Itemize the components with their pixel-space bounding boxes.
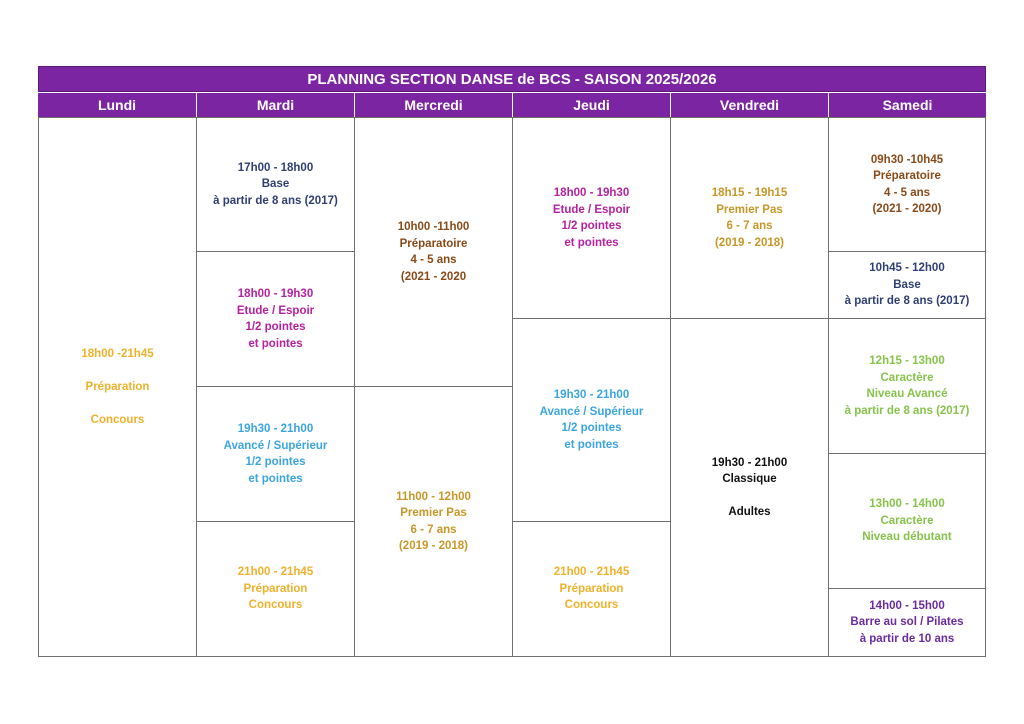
class-name: Avancé / Supérieur bbox=[223, 439, 328, 452]
class-time: 09h30 -10h45 bbox=[870, 153, 944, 166]
class-time: 18h00 -21h45 bbox=[81, 347, 154, 360]
class-block bbox=[196, 251, 355, 387]
class-time: 18h00 - 19h30 bbox=[237, 288, 314, 300]
class-detail: à partir de 8 ans (2017) bbox=[844, 295, 970, 308]
day-header-jeudi: Jeudi bbox=[512, 93, 670, 117]
class-block bbox=[828, 251, 986, 319]
class-block bbox=[828, 318, 986, 454]
class-detail: à partir de 8 ans (2017) bbox=[844, 404, 970, 417]
class-name: Préparation bbox=[243, 582, 308, 595]
class-detail: Niveau débutant bbox=[862, 531, 952, 544]
class-detail: 6 - 7 ans bbox=[726, 220, 773, 232]
day-header-lundi: Lundi bbox=[38, 93, 196, 117]
class-time: 21h00 - 21h45 bbox=[237, 566, 314, 579]
class-detail: 4 - 5 ans bbox=[883, 186, 931, 199]
class-time: 19h30 - 21h00 bbox=[711, 456, 788, 469]
class-detail: (2019 - 2018) bbox=[398, 540, 469, 552]
class-block bbox=[828, 117, 986, 252]
class-time: 11h00 - 12h00 bbox=[396, 490, 471, 503]
day-header-mardi: Mardi bbox=[196, 93, 354, 117]
class-name: Avancé / Supérieur bbox=[539, 405, 644, 418]
class-time: 12h15 - 13h00 bbox=[869, 355, 945, 367]
class-name: Base bbox=[893, 278, 921, 291]
class-detail: 1/2 pointes bbox=[245, 321, 306, 333]
class-time: 19h30 - 21h00 bbox=[553, 389, 630, 401]
class-block bbox=[196, 117, 355, 252]
class-detail: (2021 - 2020) bbox=[872, 203, 942, 215]
class-time: 18h15 - 19h15 bbox=[711, 187, 788, 199]
class-name: Etude / Espoir bbox=[236, 304, 315, 317]
class-name: Premier Pas bbox=[400, 507, 467, 519]
class-block bbox=[512, 117, 671, 319]
class-time: 17h00 - 18h00 bbox=[237, 161, 314, 174]
class-block bbox=[354, 117, 513, 387]
class-block bbox=[828, 588, 986, 657]
class-detail: 4 - 5 ans bbox=[410, 254, 457, 266]
class-block bbox=[38, 117, 197, 657]
class-detail: et pointes bbox=[248, 472, 303, 485]
class-name: Barre au sol / Pilates bbox=[850, 616, 964, 629]
class-detail: (2021 - 2020 bbox=[400, 270, 467, 283]
class-name: Préparatoire bbox=[399, 237, 468, 250]
class-block bbox=[512, 318, 671, 522]
class-block bbox=[196, 386, 355, 522]
planning-table bbox=[38, 66, 986, 657]
class-name: Caractère bbox=[880, 514, 934, 527]
class-detail: 1/2 pointes bbox=[245, 456, 306, 468]
class-detail: 1/2 pointes bbox=[561, 422, 622, 434]
class-block bbox=[512, 521, 671, 657]
class-name: Etude / Espoir bbox=[552, 203, 631, 216]
class-block bbox=[670, 318, 829, 657]
class-block bbox=[354, 386, 513, 657]
class-time: 10h45 - 12h00 bbox=[869, 262, 945, 275]
class-time: 21h00 - 21h45 bbox=[553, 566, 630, 579]
class-block bbox=[828, 453, 986, 589]
class-name: Préparation bbox=[85, 380, 150, 393]
day-header-mercredi: Mercredi bbox=[354, 93, 512, 117]
class-detail: et pointes bbox=[564, 236, 619, 249]
class-detail: 6 - 7 ans bbox=[410, 523, 457, 536]
class-detail: et pointes bbox=[564, 438, 619, 451]
class-detail: et pointes bbox=[248, 337, 303, 350]
class-name: Base bbox=[261, 178, 290, 191]
class-detail: à partir de 8 ans (2017) bbox=[213, 194, 338, 207]
class-time: 14h00 - 15h00 bbox=[869, 599, 945, 612]
class-name: Caractère bbox=[880, 371, 934, 384]
class-detail: à partir de 10 ans bbox=[859, 632, 955, 645]
class-time: 13h00 - 14h00 bbox=[869, 498, 945, 511]
class-time: 19h30 - 21h00 bbox=[237, 423, 314, 435]
day-header-samedi: Samedi bbox=[828, 93, 986, 117]
class-block bbox=[670, 117, 829, 319]
class-name: Préparation bbox=[559, 582, 624, 595]
class-detail: (2019 - 2018) bbox=[714, 236, 785, 249]
class-detail: Concours bbox=[248, 599, 303, 612]
class-time: 18h00 - 19h30 bbox=[553, 187, 630, 199]
class-detail: Adultes bbox=[728, 506, 771, 518]
class-name: Premier Pas bbox=[716, 203, 783, 216]
class-time: 10h00 -11h00 bbox=[397, 221, 470, 233]
class-detail: Concours bbox=[90, 413, 145, 426]
class-detail: 1/2 pointes bbox=[561, 220, 622, 232]
class-name: Préparatoire bbox=[873, 170, 941, 182]
planning-title: PLANNING SECTION DANSE de BCS - SAISON 2025/2026 bbox=[38, 66, 986, 92]
class-detail: Concours bbox=[564, 599, 619, 612]
class-detail: Niveau Avancé bbox=[866, 388, 948, 400]
class-name: Classique bbox=[722, 473, 777, 485]
day-header-vendredi: Vendredi bbox=[670, 93, 828, 117]
class-block bbox=[196, 521, 355, 657]
